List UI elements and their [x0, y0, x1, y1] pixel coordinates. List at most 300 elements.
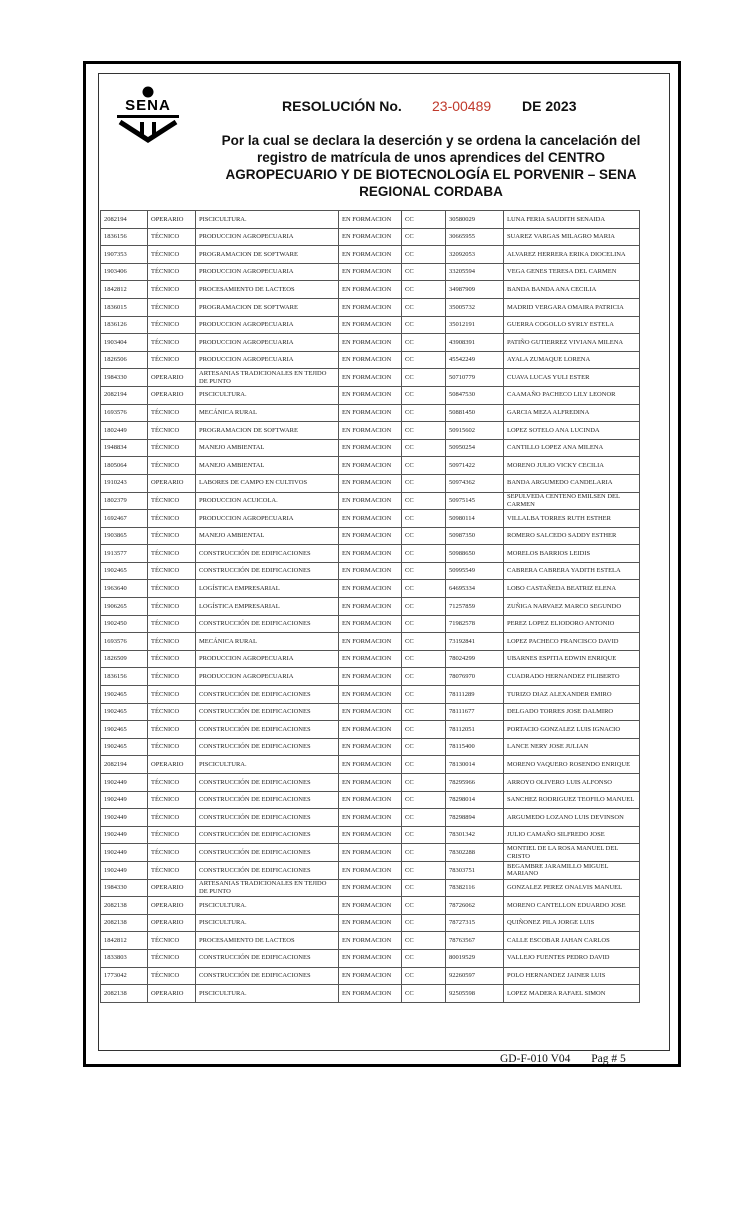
- level-cell: TÉCNICO: [148, 598, 196, 616]
- name-cell: DELGADO TORRES JOSE DALMIRO: [504, 703, 640, 721]
- name-cell: UBARNES ESPITIA EDWIN ENRIQUE: [504, 650, 640, 668]
- doc-number-cell: 78130014: [446, 756, 504, 774]
- program-cell: PISCICULTURA.: [196, 386, 339, 404]
- level-cell: OPERARIO: [148, 474, 196, 492]
- doc-number-cell: 78727315: [446, 914, 504, 932]
- ficha-cell: 2082138: [101, 985, 148, 1003]
- program-cell: CONSTRUCCIÓN DE EDIFICACIONES: [196, 826, 339, 844]
- apprentice-table: [100, 210, 640, 1003]
- doc-type-cell: CC: [402, 826, 446, 844]
- ficha-cell: 1842812: [101, 932, 148, 950]
- status-cell: EN FORMACION: [339, 422, 402, 440]
- name-cell: MONTIEL DE LA ROSA MANUEL DEL CRISTO: [504, 844, 640, 862]
- status-cell: EN FORMACION: [339, 404, 402, 422]
- doc-number-cell: 50710779: [446, 369, 504, 387]
- resolution-number: 23-00489: [432, 98, 492, 114]
- doc-number-cell: 71982578: [446, 615, 504, 633]
- doc-number-cell: 92260597: [446, 967, 504, 985]
- doc-number-cell: 78382116: [446, 879, 504, 897]
- ficha-cell: 1902449: [101, 861, 148, 879]
- doc-number-cell: 45542249: [446, 351, 504, 369]
- name-cell: LANCE NERY JOSE JULIAN: [504, 738, 640, 756]
- level-cell: TÉCNICO: [148, 439, 196, 457]
- doc-type-cell: CC: [402, 668, 446, 686]
- doc-type-cell: CC: [402, 598, 446, 616]
- ficha-cell: 1902449: [101, 844, 148, 862]
- doc-type-cell: CC: [402, 527, 446, 545]
- name-cell: LOPEZ SOTELO ANA LUCINDA: [504, 422, 640, 440]
- program-cell: ARTESANIAS TRADICIONALES EN TEJIDO DE PUNTO: [196, 369, 339, 387]
- doc-type-cell: CC: [402, 703, 446, 721]
- doc-number-cell: 78024299: [446, 650, 504, 668]
- ficha-cell: 1692467: [101, 510, 148, 528]
- table-row: [101, 510, 640, 528]
- level-cell: TÉCNICO: [148, 650, 196, 668]
- program-cell: LOGÍSTICA EMPRESARIAL: [196, 598, 339, 616]
- table-row: [101, 404, 640, 422]
- table-row: [101, 545, 640, 563]
- table-row: [101, 334, 640, 352]
- doc-type-cell: CC: [402, 721, 446, 739]
- doc-number-cell: 78298014: [446, 791, 504, 809]
- doc-number-cell: 33205594: [446, 263, 504, 281]
- doc-number-cell: 30665955: [446, 228, 504, 246]
- level-cell: TÉCNICO: [148, 527, 196, 545]
- ficha-cell: 1902465: [101, 721, 148, 739]
- name-cell: TURIZO DIAZ ALEXANDER EMIRO: [504, 686, 640, 704]
- doc-number-cell: 35005732: [446, 298, 504, 316]
- status-cell: EN FORMACION: [339, 316, 402, 334]
- doc-type-cell: CC: [402, 474, 446, 492]
- doc-type-cell: CC: [402, 263, 446, 281]
- level-cell: TÉCNICO: [148, 281, 196, 299]
- name-cell: PEREZ LOPEZ ELIODORO ANTONIO: [504, 615, 640, 633]
- table-row: [101, 668, 640, 686]
- ficha-cell: 2082194: [101, 211, 148, 229]
- level-cell: TÉCNICO: [148, 844, 196, 862]
- table-row: [101, 826, 640, 844]
- doc-type-cell: CC: [402, 844, 446, 862]
- ficha-cell: 1948834: [101, 439, 148, 457]
- table-row: [101, 351, 640, 369]
- ficha-cell: 1902465: [101, 686, 148, 704]
- doc-type-cell: CC: [402, 897, 446, 915]
- ficha-cell: 2082138: [101, 914, 148, 932]
- doc-number-cell: 78298894: [446, 809, 504, 827]
- name-cell: BANDA BANDA ANA CECILIA: [504, 281, 640, 299]
- table-row: [101, 650, 640, 668]
- status-cell: EN FORMACION: [339, 562, 402, 580]
- table-row: [101, 721, 640, 739]
- level-cell: TÉCNICO: [148, 721, 196, 739]
- table-row: [101, 298, 640, 316]
- ficha-cell: 1902465: [101, 703, 148, 721]
- name-cell: MORENO CANTELLON EDUARDO JOSE: [504, 897, 640, 915]
- program-cell: CONSTRUCCIÓN DE EDIFICACIONES: [196, 861, 339, 879]
- status-cell: EN FORMACION: [339, 298, 402, 316]
- level-cell: TÉCNICO: [148, 580, 196, 598]
- program-cell: LOGÍSTICA EMPRESARIAL: [196, 580, 339, 598]
- doc-type-cell: CC: [402, 774, 446, 792]
- level-cell: OPERARIO: [148, 985, 196, 1003]
- name-cell: ROMERO SALCEDO SADDY ESTHER: [504, 527, 640, 545]
- level-cell: TÉCNICO: [148, 791, 196, 809]
- program-cell: PRODUCCION AGROPECUARIA: [196, 334, 339, 352]
- doc-number-cell: 50987350: [446, 527, 504, 545]
- name-cell: CUADRADO HERNANDEZ FILIBERTO: [504, 668, 640, 686]
- name-cell: AYALA ZUMAQUE LORENA: [504, 351, 640, 369]
- status-cell: EN FORMACION: [339, 703, 402, 721]
- name-cell: LUNA FERIA SAUDITH SENAIDA: [504, 211, 640, 229]
- doc-number-cell: 78301342: [446, 826, 504, 844]
- level-cell: TÉCNICO: [148, 263, 196, 281]
- doc-type-cell: CC: [402, 211, 446, 229]
- program-cell: CONSTRUCCIÓN DE EDIFICACIONES: [196, 967, 339, 985]
- level-cell: TÉCNICO: [148, 246, 196, 264]
- doc-number-cell: 35012191: [446, 316, 504, 334]
- doc-type-cell: CC: [402, 316, 446, 334]
- doc-number-cell: 78112051: [446, 721, 504, 739]
- ficha-cell: 2082194: [101, 756, 148, 774]
- level-cell: TÉCNICO: [148, 686, 196, 704]
- doc-type-cell: CC: [402, 738, 446, 756]
- program-cell: PISCICULTURA.: [196, 985, 339, 1003]
- program-cell: MANEJO AMBIENTAL: [196, 527, 339, 545]
- program-cell: ARTESANIAS TRADICIONALES EN TEJIDO DE PUNTO: [196, 879, 339, 897]
- resolution-year: DE 2023: [522, 98, 577, 114]
- ficha-cell: 1984330: [101, 879, 148, 897]
- table-row: [101, 914, 640, 932]
- document-subtitle: Por la cual se declara la deserción y se ordena la cancelación del registro de matrícula de unos aprendices del CENTRO AGROPECUARIO Y DE BIOTECNOLOGÍA EL PORVENIR – SENA REGIONAL CORDABA: [221, 133, 641, 199]
- doc-number-cell: 78763567: [446, 932, 504, 950]
- level-cell: TÉCNICO: [148, 826, 196, 844]
- ficha-cell: 1907353: [101, 246, 148, 264]
- name-cell: ZUÑIGA NARVAEZ MARCO SEGUNDO: [504, 598, 640, 616]
- ficha-cell: 1802449: [101, 422, 148, 440]
- doc-type-cell: CC: [402, 298, 446, 316]
- program-cell: PRODUCCION ACUICOLA.: [196, 492, 339, 510]
- level-cell: TÉCNICO: [148, 510, 196, 528]
- program-cell: CONSTRUCCIÓN DE EDIFICACIONES: [196, 774, 339, 792]
- table-row: [101, 686, 640, 704]
- name-cell: PATIÑO GUTIERREZ VIVIANA MILENA: [504, 334, 640, 352]
- status-cell: EN FORMACION: [339, 668, 402, 686]
- table-row: [101, 756, 640, 774]
- table-row: [101, 474, 640, 492]
- program-cell: PRODUCCION AGROPECUARIA: [196, 263, 339, 281]
- name-cell: CUAVA LUCAS YULI ESTER: [504, 369, 640, 387]
- name-cell: JULIO CAMAÑO SILFREDO JOSE: [504, 826, 640, 844]
- doc-type-cell: CC: [402, 791, 446, 809]
- ficha-cell: 1910243: [101, 474, 148, 492]
- doc-number-cell: 50975145: [446, 492, 504, 510]
- status-cell: EN FORMACION: [339, 650, 402, 668]
- program-cell: CONSTRUCCIÓN DE EDIFICACIONES: [196, 949, 339, 967]
- document-code: GD-F-010 V04: [500, 1053, 571, 1065]
- doc-type-cell: CC: [402, 914, 446, 932]
- sena-logo: [112, 86, 184, 146]
- name-cell: GUERRA COGOLLO SYRLY ESTELA: [504, 316, 640, 334]
- ficha-cell: 1836156: [101, 228, 148, 246]
- name-cell: VALLEJO FUENTES PEDRO DAVID: [504, 949, 640, 967]
- status-cell: EN FORMACION: [339, 439, 402, 457]
- name-cell: VEGA GENES TERESA DEL CARMEN: [504, 263, 640, 281]
- level-cell: TÉCNICO: [148, 492, 196, 510]
- doc-type-cell: CC: [402, 985, 446, 1003]
- level-cell: TÉCNICO: [148, 967, 196, 985]
- status-cell: EN FORMACION: [339, 686, 402, 704]
- page-number: Pag # 5: [591, 1053, 626, 1065]
- doc-type-cell: CC: [402, 422, 446, 440]
- doc-type-cell: CC: [402, 369, 446, 387]
- doc-number-cell: 78111677: [446, 703, 504, 721]
- ficha-cell: 1842812: [101, 281, 148, 299]
- doc-type-cell: CC: [402, 809, 446, 827]
- program-cell: CONSTRUCCIÓN DE EDIFICACIONES: [196, 721, 339, 739]
- ficha-cell: 1693576: [101, 633, 148, 651]
- level-cell: TÉCNICO: [148, 932, 196, 950]
- program-cell: CONSTRUCCIÓN DE EDIFICACIONES: [196, 545, 339, 563]
- doc-type-cell: CC: [402, 404, 446, 422]
- doc-number-cell: 78726062: [446, 897, 504, 915]
- status-cell: EN FORMACION: [339, 721, 402, 739]
- sena-logo-icon: [112, 86, 184, 146]
- status-cell: EN FORMACION: [339, 985, 402, 1003]
- doc-number-cell: 50971422: [446, 457, 504, 475]
- table-row: [101, 492, 640, 510]
- status-cell: EN FORMACION: [339, 351, 402, 369]
- name-cell: ARGUMEDO LOZANO LUIS DEVINSON: [504, 809, 640, 827]
- level-cell: TÉCNICO: [148, 703, 196, 721]
- table-row: [101, 386, 640, 404]
- status-cell: EN FORMACION: [339, 281, 402, 299]
- program-cell: PROGRAMACION DE SOFTWARE: [196, 422, 339, 440]
- ficha-cell: 2082138: [101, 897, 148, 915]
- name-cell: ALVAREZ HERRERA ERIKA DIOCELINA: [504, 246, 640, 264]
- ficha-cell: 1826506: [101, 351, 148, 369]
- name-cell: LOPEZ PACHECO FRANCISCO DAVID: [504, 633, 640, 651]
- level-cell: TÉCNICO: [148, 615, 196, 633]
- table-row: [101, 263, 640, 281]
- status-cell: EN FORMACION: [339, 246, 402, 264]
- name-cell: MORENO JULIO VICKY CECILIA: [504, 457, 640, 475]
- program-cell: PROGRAMACION DE SOFTWARE: [196, 298, 339, 316]
- table-row: [101, 861, 640, 879]
- program-cell: PRODUCCION AGROPECUARIA: [196, 351, 339, 369]
- doc-number-cell: 78115400: [446, 738, 504, 756]
- status-cell: EN FORMACION: [339, 386, 402, 404]
- name-cell: QUIÑONEZ PILA JORGE LUIS: [504, 914, 640, 932]
- status-cell: EN FORMACION: [339, 598, 402, 616]
- ficha-cell: 2082194: [101, 386, 148, 404]
- ficha-cell: 1802379: [101, 492, 148, 510]
- status-cell: EN FORMACION: [339, 474, 402, 492]
- doc-type-cell: CC: [402, 386, 446, 404]
- program-cell: PROCESAMIENTO DE LACTEOS: [196, 932, 339, 950]
- status-cell: EN FORMACION: [339, 510, 402, 528]
- status-cell: EN FORMACION: [339, 545, 402, 563]
- level-cell: TÉCNICO: [148, 334, 196, 352]
- name-cell: GONZALEZ PEREZ ONALVIS MANUEL: [504, 879, 640, 897]
- status-cell: EN FORMACION: [339, 826, 402, 844]
- program-cell: CONSTRUCCIÓN DE EDIFICACIONES: [196, 615, 339, 633]
- level-cell: OPERARIO: [148, 914, 196, 932]
- name-cell: POLO HERNANDEZ JAINER LUIS: [504, 967, 640, 985]
- program-cell: MANEJO AMBIENTAL: [196, 457, 339, 475]
- name-cell: GARCIA MEZA ALFREDINA: [504, 404, 640, 422]
- ficha-cell: 1903404: [101, 334, 148, 352]
- doc-number-cell: 71257859: [446, 598, 504, 616]
- table-row: [101, 580, 640, 598]
- level-cell: OPERARIO: [148, 897, 196, 915]
- program-cell: PRODUCCION AGROPECUARIA: [196, 510, 339, 528]
- doc-number-cell: 50950254: [446, 439, 504, 457]
- name-cell: MORENO VAQUERO ROSENDO ENRIQUE: [504, 756, 640, 774]
- doc-type-cell: CC: [402, 686, 446, 704]
- status-cell: EN FORMACION: [339, 791, 402, 809]
- doc-number-cell: 78111289: [446, 686, 504, 704]
- table-row: [101, 774, 640, 792]
- table-row: [101, 791, 640, 809]
- ficha-cell: 1902449: [101, 826, 148, 844]
- doc-type-cell: CC: [402, 351, 446, 369]
- table-row: [101, 949, 640, 967]
- table-row: [101, 457, 640, 475]
- program-cell: PROCESAMIENTO DE LACTEOS: [196, 281, 339, 299]
- doc-type-cell: CC: [402, 228, 446, 246]
- ficha-cell: 1902465: [101, 562, 148, 580]
- status-cell: EN FORMACION: [339, 967, 402, 985]
- doc-number-cell: 50881450: [446, 404, 504, 422]
- doc-number-cell: 92505598: [446, 985, 504, 1003]
- doc-type-cell: CC: [402, 861, 446, 879]
- name-cell: SANCHEZ RODRIGUEZ TEOFILO MANUEL: [504, 791, 640, 809]
- table-row: [101, 369, 640, 387]
- program-cell: MANEJO AMBIENTAL: [196, 439, 339, 457]
- doc-number-cell: 73192841: [446, 633, 504, 651]
- table-row: [101, 879, 640, 897]
- doc-type-cell: CC: [402, 615, 446, 633]
- level-cell: TÉCNICO: [148, 809, 196, 827]
- table-row: [101, 703, 640, 721]
- ficha-cell: 1906265: [101, 598, 148, 616]
- level-cell: TÉCNICO: [148, 562, 196, 580]
- ficha-cell: 1903406: [101, 263, 148, 281]
- program-cell: PISCICULTURA.: [196, 914, 339, 932]
- logo-text: SENA: [125, 97, 171, 114]
- doc-type-cell: CC: [402, 334, 446, 352]
- doc-type-cell: CC: [402, 949, 446, 967]
- doc-type-cell: CC: [402, 756, 446, 774]
- doc-number-cell: 78076970: [446, 668, 504, 686]
- ficha-cell: 1693576: [101, 404, 148, 422]
- level-cell: TÉCNICO: [148, 422, 196, 440]
- doc-number-cell: 34987909: [446, 281, 504, 299]
- program-cell: PRODUCCION AGROPECUARIA: [196, 228, 339, 246]
- level-cell: TÉCNICO: [148, 457, 196, 475]
- status-cell: EN FORMACION: [339, 738, 402, 756]
- level-cell: TÉCNICO: [148, 949, 196, 967]
- ficha-cell: 1963640: [101, 580, 148, 598]
- status-cell: EN FORMACION: [339, 932, 402, 950]
- status-cell: EN FORMACION: [339, 492, 402, 510]
- doc-type-cell: CC: [402, 562, 446, 580]
- table-row: [101, 738, 640, 756]
- doc-number-cell: 78295966: [446, 774, 504, 792]
- ficha-cell: 1902449: [101, 774, 148, 792]
- program-cell: CONSTRUCCIÓN DE EDIFICACIONES: [196, 738, 339, 756]
- level-cell: TÉCNICO: [148, 738, 196, 756]
- status-cell: EN FORMACION: [339, 879, 402, 897]
- ficha-cell: 1902449: [101, 791, 148, 809]
- table-row: [101, 211, 640, 229]
- program-cell: CONSTRUCCIÓN DE EDIFICACIONES: [196, 844, 339, 862]
- level-cell: TÉCNICO: [148, 351, 196, 369]
- program-cell: PRODUCCION AGROPECUARIA: [196, 316, 339, 334]
- status-cell: EN FORMACION: [339, 457, 402, 475]
- table-row: [101, 598, 640, 616]
- doc-type-cell: CC: [402, 492, 446, 510]
- program-cell: MECÁNICA RURAL: [196, 404, 339, 422]
- status-cell: EN FORMACION: [339, 263, 402, 281]
- resolution-line: [200, 98, 620, 118]
- name-cell: SEPULVEDA CENTENO EMILSEN DEL CARMEN: [504, 492, 640, 510]
- doc-type-cell: CC: [402, 457, 446, 475]
- ficha-cell: 1826509: [101, 650, 148, 668]
- status-cell: EN FORMACION: [339, 615, 402, 633]
- doc-number-cell: 64695334: [446, 580, 504, 598]
- program-cell: CONSTRUCCIÓN DE EDIFICACIONES: [196, 791, 339, 809]
- ficha-cell: 1902450: [101, 615, 148, 633]
- doc-number-cell: 80019529: [446, 949, 504, 967]
- name-cell: CALLE ESCOBAR JAHAN CARLOS: [504, 932, 640, 950]
- table-row: [101, 967, 640, 985]
- program-cell: CONSTRUCCIÓN DE EDIFICACIONES: [196, 703, 339, 721]
- ficha-cell: 1984330: [101, 369, 148, 387]
- level-cell: TÉCNICO: [148, 861, 196, 879]
- doc-type-cell: CC: [402, 650, 446, 668]
- program-cell: PISCICULTURA.: [196, 756, 339, 774]
- program-cell: LABORES DE CAMPO EN CULTIVOS: [196, 474, 339, 492]
- ficha-cell: 1833803: [101, 949, 148, 967]
- doc-type-cell: CC: [402, 879, 446, 897]
- name-cell: VILLALBA TORRES RUTH ESTHER: [504, 510, 640, 528]
- name-cell: LOBO CASTAÑEDA BEATRIZ ELENA: [504, 580, 640, 598]
- table-row: [101, 562, 640, 580]
- status-cell: EN FORMACION: [339, 756, 402, 774]
- table-row: [101, 439, 640, 457]
- status-cell: EN FORMACION: [339, 897, 402, 915]
- ficha-cell: 1902465: [101, 738, 148, 756]
- doc-number-cell: 43908391: [446, 334, 504, 352]
- name-cell: BANDA ARGUMEDO CANDELARIA: [504, 474, 640, 492]
- status-cell: EN FORMACION: [339, 228, 402, 246]
- name-cell: CANTILLO LOPEZ ANA MILENA: [504, 439, 640, 457]
- name-cell: SUAREZ VARGAS MILAGRO MARIA: [504, 228, 640, 246]
- doc-number-cell: 50915602: [446, 422, 504, 440]
- program-cell: CONSTRUCCIÓN DE EDIFICACIONES: [196, 686, 339, 704]
- doc-number-cell: 50980114: [446, 510, 504, 528]
- status-cell: EN FORMACION: [339, 527, 402, 545]
- table-row: [101, 246, 640, 264]
- doc-number-cell: 50974362: [446, 474, 504, 492]
- table-row: [101, 527, 640, 545]
- status-cell: EN FORMACION: [339, 861, 402, 879]
- status-cell: EN FORMACION: [339, 633, 402, 651]
- program-cell: PISCICULTURA.: [196, 897, 339, 915]
- level-cell: TÉCNICO: [148, 668, 196, 686]
- program-cell: PISCICULTURA.: [196, 211, 339, 229]
